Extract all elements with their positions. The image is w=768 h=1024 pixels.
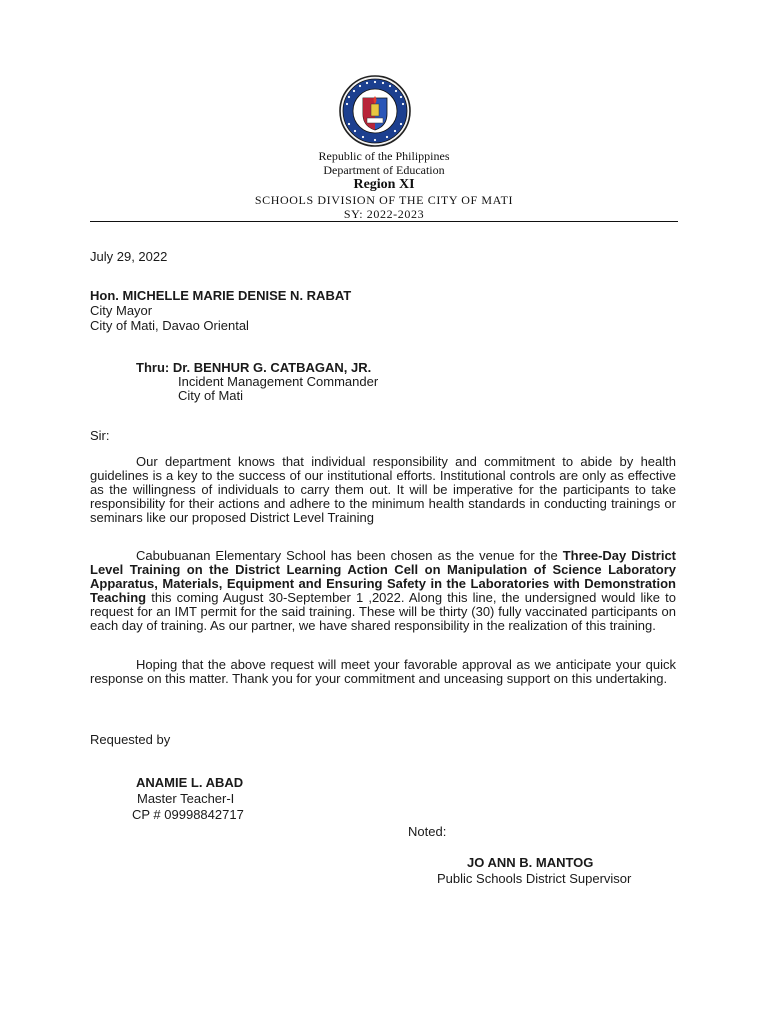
- body-paragraph-1: Our department knows that individual responsibility and commitment to abide by health guidelines is a key to the success of our institutional efforts. Institutional controls are only as effective as the willingness of individuals to carry them out. It will be imperative for the participants to take responsibility for their actions and adhere to the minimum health standards in conducting trainings or seminars like our proposed District Level Training: [90, 454, 676, 525]
- paragraph-2-details: this coming August 30-September 1 ,2022. Along this line, the undersigned would like to request for an IMT permit for the said training. These will be thirty (30) fully vaccinated participants on each day of training. As our partner, we have shared responsibility in the realization of this training.: [90, 590, 676, 633]
- salutation: Sir:: [90, 428, 110, 443]
- recipient-address: City of Mati, Davao Oriental: [90, 318, 249, 333]
- requested-by-label: Requested by: [90, 732, 171, 747]
- body-paragraph-3: Hoping that the above request will meet your favorable approval as we anticipate your quick response on this matter. Thank you for your commitment and unceasing support on this undertaking.: [90, 657, 676, 686]
- thru-name: Thru: Dr. BENHUR G. CATBAGAN, JR.: [136, 360, 372, 375]
- letterhead-region: Region XI: [353, 177, 415, 192]
- letterhead-divider: [90, 221, 678, 222]
- body-paragraph-2: [90, 549, 676, 633]
- training-title: Three-Day District Level Training on the District Learning Action Cell on Manipulation of Science Laboratory Apparatus, Materials, Equipment and Ensuring Safety in the Laboratories with Demonstration Teaching: [90, 548, 677, 605]
- paragraph-2-intro: Cabubuanan Elementary School has been chosen as the venue for the: [136, 548, 563, 563]
- deped-seal-icon: [327, 74, 423, 148]
- letterhead-school-year: SY: 2022-2023: [343, 207, 425, 221]
- recipient-name: Hon. MICHELLE MARIE DENISE N. RABAT: [90, 288, 352, 303]
- requester-title: Master Teacher-I: [137, 791, 235, 806]
- letterhead-republic: Republic of the Philippines: [318, 149, 450, 163]
- requester-contact: CP # 09998842717: [132, 807, 244, 822]
- letter-date: July 29, 2022: [90, 249, 168, 264]
- requester-name: ANAMIE L. ABAD: [136, 775, 244, 790]
- thru-address: City of Mati: [178, 388, 244, 403]
- noted-label: Noted:: [408, 824, 447, 839]
- noted-title: Public Schools District Supervisor: [437, 871, 632, 886]
- noted-name: JO ANN B. MANTOG: [467, 855, 594, 870]
- recipient-title: City Mayor: [90, 303, 153, 318]
- thru-title: Incident Management Commander: [178, 374, 379, 389]
- letterhead-department: Department of Education: [323, 163, 445, 177]
- letterhead-division: SCHOOLS DIVISION OF THE CITY OF MATI: [254, 193, 514, 207]
